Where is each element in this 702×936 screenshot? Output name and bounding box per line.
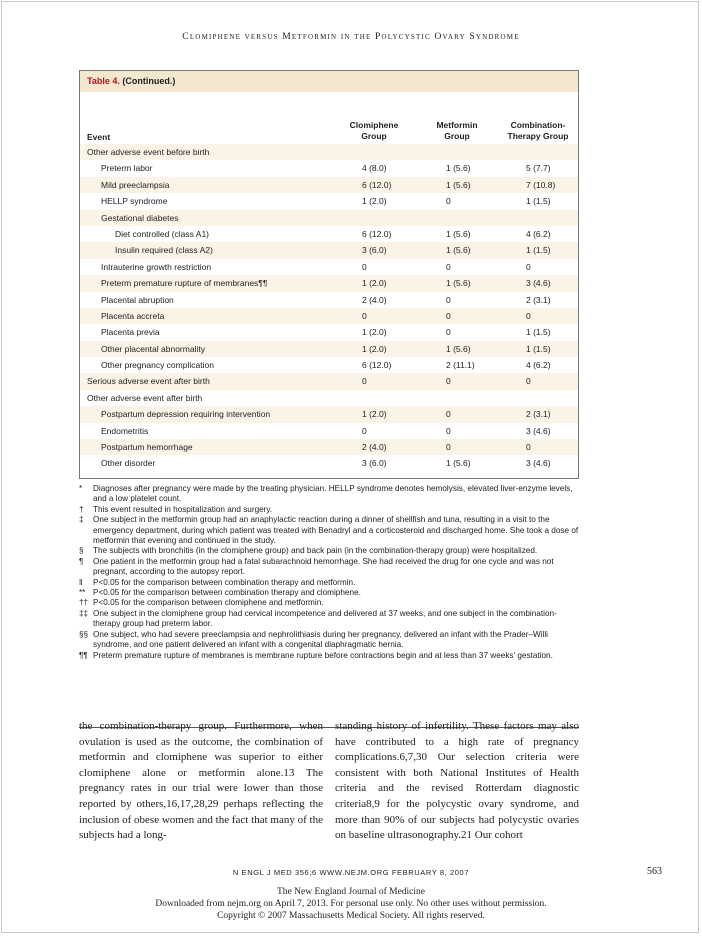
table-row	[80, 324, 578, 340]
header-event: Event	[87, 132, 111, 142]
row-label: Intrauterine growth restriction	[101, 261, 212, 272]
combination-value: 4 (6.2)	[526, 360, 551, 371]
footnote-text: P<0.05 for the comparison between clomiphene and metformin.	[93, 598, 324, 608]
clomiphene-value: 0	[362, 310, 367, 321]
table-row	[80, 210, 578, 226]
footnote	[79, 651, 579, 661]
footnote-text: P<0.05 for the comparison between combination therapy and clomiphene.	[93, 588, 361, 598]
row-label: Placental abruption	[101, 294, 174, 305]
clomiphene-value: 6 (12.0)	[362, 179, 392, 190]
table-row	[80, 406, 578, 422]
footnote-text: Preterm premature rupture of membranes is membrane rupture before contractions begin and at less than 37 weeks' gestation.	[93, 650, 553, 660]
footnote-text: One patient in the metformin group had a fatal subarachnoid hemorrhage. She had received the drug for one cycle and was not pregnant, according to the autopsy report.	[93, 556, 554, 577]
table-row	[80, 177, 578, 193]
row-label: Other pregnancy complication	[101, 360, 214, 371]
footnote-mark: †	[79, 504, 84, 514]
table-row	[80, 160, 578, 176]
download-line-1: The New England Journal of Medicine	[277, 887, 425, 897]
footnote	[79, 598, 579, 608]
table-row	[80, 144, 578, 160]
table-row	[80, 308, 578, 324]
metformin-value: 1 (5.6)	[446, 343, 471, 354]
combination-value: 2 (3.1)	[526, 409, 551, 420]
metformin-value: 0	[446, 294, 451, 305]
table-row	[80, 242, 578, 258]
footnote-text: P<0.05 for the comparison between combination therapy and metformin.	[93, 577, 356, 587]
clomiphene-value: 2 (4.0)	[362, 294, 387, 305]
combination-value: 4 (6.2)	[526, 228, 551, 239]
footnote	[79, 557, 579, 578]
footnote	[79, 588, 579, 598]
clomiphene-value: 0	[362, 376, 367, 387]
header-metformin	[420, 120, 494, 142]
clomiphene-value: 3 (6.0)	[362, 458, 387, 469]
body-left-column: the combination-therapy group. Furthermore, when ovulation is used as the outcome, the combination of metformin and clomiphene was superior to either clomiphene alone or metformin alone.13 The pregnancy rates in our trial were lower than those reported by others,16,17,28,29 perhaps reflecting the inclusion of obese women and the fact that many of the subjects had a long-	[79, 720, 323, 842]
download-notice	[0, 886, 702, 922]
footnote-mark: **	[79, 588, 86, 598]
row-label: Gestational diabetes	[101, 212, 179, 223]
footnote	[79, 515, 579, 546]
running-head: Clomiphene versus Metformin in the Polycystic Ovary Syndrome	[182, 32, 520, 42]
table-title	[80, 71, 578, 92]
row-label: Insulin required (class A2)	[115, 245, 213, 256]
clomiphene-value: 1 (2.0)	[362, 343, 387, 354]
row-label: Serious adverse event after birth	[87, 376, 210, 387]
combination-value: 0	[526, 261, 531, 272]
clomiphene-value: 6 (12.0)	[362, 228, 392, 239]
footnote-mark: ¶	[79, 556, 84, 566]
footnote	[79, 484, 579, 505]
adverse-events-table	[79, 70, 579, 479]
footnote	[79, 546, 579, 556]
table-row	[80, 193, 578, 209]
footnote-text: Diagnoses after pregnancy were made by the treating physician. HELLP syndrome denotes hemolysis, elevated liver-enzyme levels, and a low platelet count.	[93, 484, 573, 504]
clomiphene-value: 0	[362, 261, 367, 272]
row-label: Preterm labor	[101, 163, 153, 174]
footnote-text: One subject, who had severe preeclampsia and nephrolithiasis during her pregnancy, delivered an infant with the Prader–Willi syndrome, and one patient delivered an infant with a congenital diaphragmatic hernia.	[93, 629, 548, 650]
row-label: HELLP syndrome	[101, 196, 168, 207]
clomiphene-value: 2 (4.0)	[362, 442, 387, 453]
table-row	[80, 455, 578, 471]
body-right-column: standing history of infertility. These factors may also have contributed to a high rate of pregnancy complications.6,7,30 Our selection criteria were consistent with both National Institutes of Health criteria and the revised Rotterdam diagnostic criteria8,9 for the polycystic ovary syndrome, and more than 90% of our subjects had polycystic ovaries on baseline ultrasonography.21 Our cohort	[335, 720, 579, 842]
metformin-value: 2 (11.1)	[446, 360, 475, 371]
combination-value: 1 (1.5)	[526, 327, 551, 338]
footnote	[79, 609, 579, 630]
footnote-mark: ††	[79, 598, 89, 608]
header-combination	[496, 120, 580, 142]
combination-value: 5 (7.7)	[526, 163, 551, 174]
combination-value: 2 (3.1)	[526, 294, 551, 305]
clomiphene-value: 1 (2.0)	[362, 278, 387, 289]
footnote-mark: §	[79, 546, 84, 556]
clomiphene-value: 0	[362, 425, 367, 436]
row-label: Other adverse event before birth	[87, 147, 210, 157]
header-clomiphene-line1: Clomiphene	[349, 120, 399, 130]
footnote	[79, 578, 579, 588]
row-label: Placenta accreta	[101, 310, 165, 321]
footnote-mark: ‡‡	[79, 608, 89, 618]
table-row	[80, 373, 578, 389]
metformin-value: 0	[446, 327, 451, 338]
metformin-value: 0	[446, 442, 451, 453]
table-continued: (Continued.)	[122, 76, 176, 86]
metformin-value: 0	[446, 196, 451, 207]
metformin-value: 1 (5.6)	[446, 278, 471, 289]
row-label: Other adverse event after birth	[87, 392, 203, 403]
footnote-text: This event resulted in hospitalization and surgery.	[93, 504, 273, 514]
metformin-value: 0	[446, 261, 451, 272]
metformin-value: 1 (5.6)	[446, 228, 471, 239]
header-metformin-line2: Group	[444, 131, 470, 141]
row-label: Placenta previa	[101, 327, 160, 338]
footnote-mark: *	[79, 484, 83, 493]
table-row	[80, 275, 578, 291]
table-row	[80, 357, 578, 373]
download-line-2: Downloaded from nejm.org on April 7, 2013. For personal use only. No other uses without permission.	[155, 899, 547, 909]
table-footnotes	[79, 484, 579, 661]
combination-value: 7 (10.8)	[526, 179, 556, 190]
header-clomiphene	[332, 120, 416, 142]
footnote-text: The subjects with bronchitis (in the clomiphene group) and back pain (in the combination-therapy group) were hospitalized.	[93, 546, 538, 556]
row-label: Mild preeclampsia	[101, 179, 170, 190]
metformin-value: 1 (5.6)	[446, 458, 471, 469]
metformin-value: 0	[446, 310, 451, 321]
footnote-mark: ‖	[79, 577, 83, 587]
combination-value: 3 (4.6)	[526, 278, 551, 289]
download-line-3: Copyright © 2007 Massachusetts Medical Society. All rights reserved.	[217, 911, 485, 921]
clomiphene-value: 4 (8.0)	[362, 163, 387, 174]
metformin-value: 0	[446, 425, 451, 436]
clomiphene-value: 3 (6.0)	[362, 245, 387, 256]
footnote-mark: ¶¶	[79, 650, 88, 660]
combination-value: 3 (4.6)	[526, 458, 551, 469]
combination-value: 0	[526, 310, 531, 321]
journal-citation: N ENGL J MED 356;6 WWW.NEJM.ORG FEBRUARY 8, 2007	[232, 868, 470, 877]
table-row	[80, 292, 578, 308]
footnote-text: One subject in the clomiphene group had cervical incompetence and delivered at 37 weeks, and one subject in the combination-therapy group had preterm labor.	[93, 608, 557, 629]
table-header	[80, 92, 578, 140]
footnote-mark: §§	[79, 629, 89, 639]
table-row	[80, 259, 578, 275]
table-row	[80, 226, 578, 242]
table-row	[80, 341, 578, 357]
table-row	[80, 390, 578, 406]
metformin-value: 0	[446, 409, 451, 420]
table-row	[80, 439, 578, 455]
footnote	[79, 505, 579, 515]
page-number: 563	[647, 866, 662, 877]
table-row	[80, 423, 578, 439]
clomiphene-value: 1 (2.0)	[362, 327, 387, 338]
clomiphene-value: 1 (2.0)	[362, 196, 387, 207]
table-body	[80, 144, 578, 472]
footnote	[79, 630, 579, 651]
row-label: Postpartum hemorrhage	[101, 442, 193, 453]
combination-value: 1 (1.5)	[526, 343, 551, 354]
combination-value: 1 (1.5)	[526, 196, 551, 207]
row-label: Preterm premature rupture of membranes¶¶	[101, 278, 268, 289]
row-label: Other placental abnormality	[101, 343, 205, 354]
row-label: Diet controlled (class A1)	[115, 228, 210, 239]
row-label: Postpartum depression requiring intervention	[101, 409, 271, 420]
header-clomiphene-line2: Group	[361, 131, 387, 141]
metformin-value: 0	[446, 376, 451, 387]
footnote-mark: ‡	[79, 515, 84, 525]
clomiphene-value: 6 (12.0)	[362, 360, 392, 371]
clomiphene-value: 1 (2.0)	[362, 409, 387, 420]
combination-value: 0	[526, 442, 531, 453]
table-number: Table 4.	[87, 76, 120, 86]
header-metformin-line1: Metformin	[436, 120, 478, 130]
row-label: Endometritis	[101, 425, 149, 436]
metformin-value: 1 (5.6)	[446, 245, 471, 256]
combination-value: 3 (4.6)	[526, 425, 551, 436]
header-combination-line2: Therapy Group	[507, 131, 569, 141]
metformin-value: 1 (5.6)	[446, 163, 471, 174]
metformin-value: 1 (5.6)	[446, 179, 471, 190]
row-label: Other disorder	[101, 458, 156, 469]
header-combination-line1: Combination-	[510, 120, 566, 130]
combination-value: 1 (1.5)	[526, 245, 551, 256]
footnote-text: One subject in the metformin group had an anaphylactic reaction during a dinner of shellfish and tuna, resulting in a visit to the emergency department, during which patient was treated with Benadryl and a corticosteroid and discharged home. She took a dose of metformin that evening and continued in the study.	[93, 515, 579, 546]
combination-value: 0	[526, 376, 531, 387]
